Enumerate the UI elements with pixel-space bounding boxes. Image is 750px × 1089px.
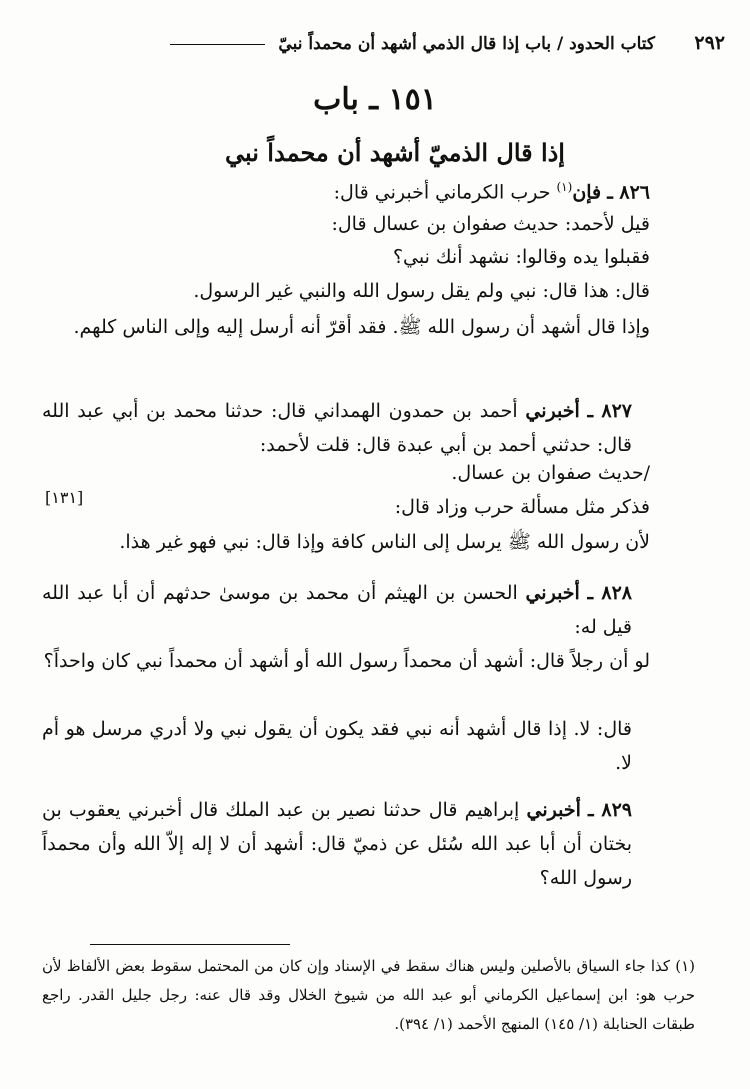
entry-826-line-3: فقبلوا يده وقالوا: نشهد أنك نبي؟	[392, 246, 650, 268]
entry-826-line-1	[334, 180, 650, 203]
entry-text: إبراهيم قال حدثنا نصير بن عبد الملك قال أخبرني يعقوب بن بختان أن أبا عبد الله سُئل عن ذميّ قال: أشهد أن لا إله إلاّ الله وأن محمداً رسول الله؟	[42, 799, 632, 889]
entry-827-line-3: فذكر مثل مسألة حرب وزاد قال:	[394, 496, 650, 518]
chapter-title: إذا قال الذميّ أشهد أن محمداً نبي	[225, 138, 565, 167]
entry-828-line-3: قال: لا. إذا قال أشهد أنه نبي فقد يكون أن يقول نبي ولا أدري مرسل هو أم لا.	[42, 718, 632, 774]
entry-826-line-5: وإذا قال أشهد أن رسول الله ﷺ. فقد أقرّ أنه أرسل إليه وإلى الناس كلهم.	[73, 316, 650, 338]
entry-826-line-4: قال: هذا قال: نبي ولم يقل رسول الله والنبي غير الرسول.	[193, 280, 650, 302]
entry-number: ٨٢٨ ـ	[587, 582, 633, 604]
entry-827-para	[42, 394, 632, 462]
entry-number: ٨٢٦ ـ	[607, 181, 650, 204]
footnote-1: (١) كذا جاء السياق بالأصلين وليس هناك سقط في الإسناد وإن كان من المحتمل سقوط بعض الألفاظ لأن حرب هو: ابن إسماعيل الكرماني أبو عبد الله من شيوخ الخلال وقد قال عنه: رجل جليل القدر. راجع طبقات الحنابلة (١/ ١٤٥) المنهج الأحمد (١/ ٣٩٤).	[42, 957, 695, 1033]
entry-keyword: أخبرني	[525, 582, 580, 604]
page-number: ٢٩٢	[694, 32, 725, 54]
running-head-title: كتاب الحدود / باب إذا قال الذمي أشهد أن محمداً نبيّ	[278, 34, 655, 54]
entry-number: ٨٢٧ ـ	[587, 400, 632, 422]
entry-828-para	[42, 576, 632, 644]
entry-number: ٨٢٩ ـ	[588, 799, 632, 821]
entry-text: حرب الكرماني أخبرني قال:	[333, 181, 551, 204]
entry-826-line-2: قيل لأحمد: حديث صفوان بن عسال قال:	[331, 213, 650, 235]
entry-827-line-4: لأن رسول الله ﷺ يرسل إلى الناس كافة وإذا قال: نبي فهو غير هذا.	[119, 531, 650, 553]
entry-text: أحمد بن حمدون الهمداني قال: حدثنا محمد بن أبي عبد الله قال: حدثني أحمد بن أبي عبدة قال: قلت لأحمد:	[42, 400, 632, 456]
entry-text: الحسن بن الهيثم أن محمد بن موسىٰ حدثهم أن أبا عبد الله قيل له:	[42, 582, 632, 638]
entry-keyword: فإن	[572, 181, 602, 204]
entry-829-para	[42, 793, 632, 895]
margin-page-reference: [١٣١]	[45, 488, 84, 507]
entry-827-line-2: /حديث صفوان بن عسال.	[451, 462, 650, 484]
chapter-number: ١٥١ ـ باب	[313, 82, 437, 117]
entry-828-line-2: لو أن رجلاً قال: أشهد أن محمداً رسول الله أو أشهد أن محمداً نبي كان واحداً؟	[43, 650, 650, 672]
footnote-separator	[90, 944, 290, 945]
running-head	[20, 34, 655, 62]
footnote-marker: (١)	[556, 180, 573, 194]
entry-keyword: أخبرني	[526, 799, 581, 821]
entry-keyword: أخبرني	[525, 400, 580, 422]
running-head-rule	[170, 44, 265, 45]
